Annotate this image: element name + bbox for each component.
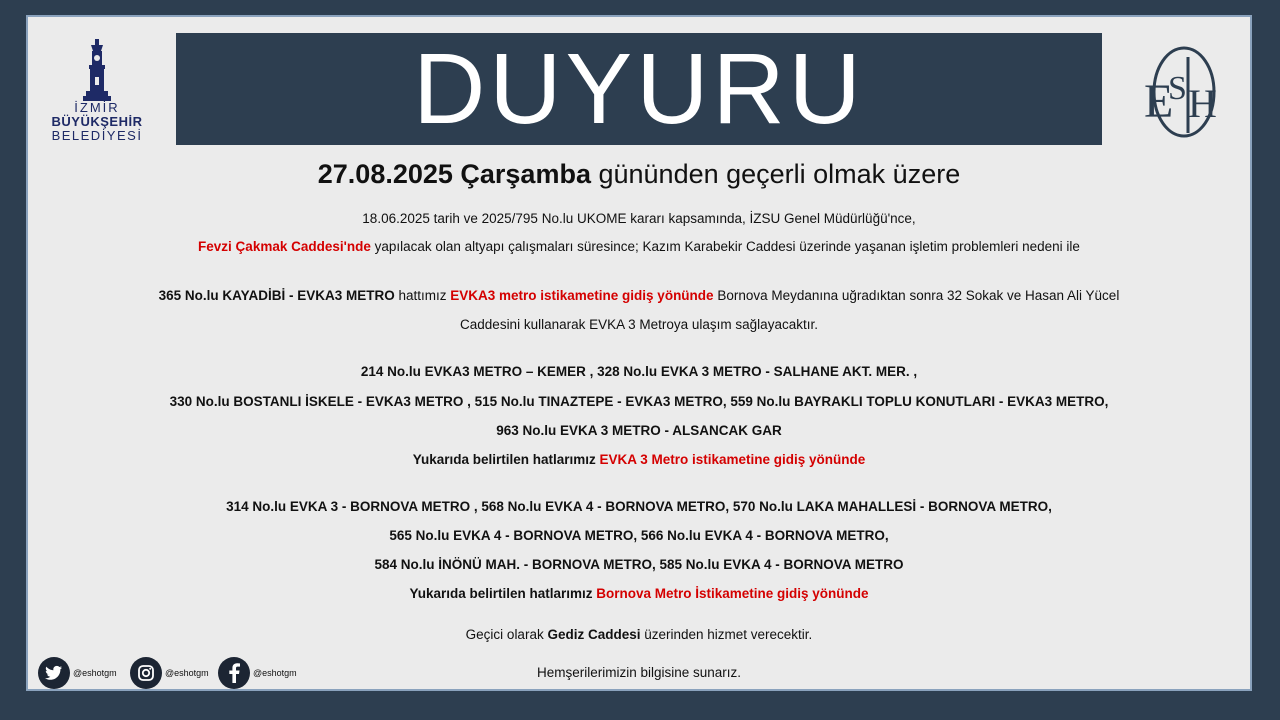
intro-line-2-rest: yapılacak olan altyapı çalışmaları süresince; Kazım Karabekir Caddesi üzerinde yaşanan işletim problemleri nedeni ile	[370, 239, 1080, 254]
closing-line: Hemşerilerimizin bilgisine sunarız.	[536, 665, 742, 680]
temporary-note-post: üzerinden hizmet verecektir.	[640, 627, 813, 642]
svg-text:H: H	[1188, 81, 1217, 126]
evka3-summary-prefix: Yukarıda belirtilen hatlarımız	[412, 452, 600, 467]
eshot-logo-icon	[1136, 37, 1226, 147]
bornova-summary-prefix: Yukarıda belirtilen hatlarımız	[409, 586, 597, 601]
twitter-icon[interactable]	[38, 657, 70, 689]
bornova-summary-direction: Bornova Metro İstikametine gidiş yönünde	[596, 586, 869, 601]
headline	[28, 159, 1250, 190]
bornova-routes-line-2: 565 No.lu EVKA 4 - BORNOVA METRO, 566 No.lu EVKA 4 - BORNOVA METRO,	[389, 528, 889, 543]
street-name-highlight: Fevzi Çakmak Caddesi'nde	[198, 239, 371, 254]
evka3-routes-summary	[28, 452, 1250, 467]
temporary-service-note	[28, 627, 1250, 642]
svg-text:E: E	[1144, 75, 1174, 128]
twitter-link[interactable]	[38, 657, 117, 689]
route-365-direction: EVKA3 metro istikametine gidiş yönünde	[450, 288, 714, 303]
logo-line-1: İZMİR	[74, 100, 120, 115]
bornova-routes-line-3: 584 No.lu İNÖNÜ MAH. - BORNOVA METRO, 585 No.lu EVKA 4 - BORNOVA METRO	[374, 557, 904, 572]
facebook-handle: @eshotgm	[253, 668, 297, 678]
facebook-link[interactable]	[218, 657, 297, 689]
announcement-card	[26, 15, 1252, 691]
logo-line-3: BELEDİYESİ	[51, 128, 143, 143]
temporary-note-pre: Geçici olarak	[465, 627, 548, 642]
instagram-link[interactable]	[130, 657, 209, 689]
evka3-routes-line-2: 330 No.lu BOSTANLI İSKELE - EVKA3 METRO , 515 No.lu TINAZTEPE - EVKA3 METRO, 559 No.lu BAYRAKLI TOPLU KONUTLARI - EVKA3 METRO,	[169, 394, 1109, 409]
logo-line-2: BÜYÜKŞEHİR	[51, 114, 143, 129]
izmir-municipality-logo	[42, 39, 152, 149]
bornova-routes-summary	[28, 586, 1250, 601]
twitter-handle: @eshotgm	[73, 668, 117, 678]
svg-text:S: S	[1168, 70, 1187, 107]
facebook-icon[interactable]	[218, 657, 250, 689]
route-365-line-1	[28, 288, 1250, 303]
route-365-line-2: Caddesini kullanarak EVKA 3 Metroya ulaşım sağlayacaktır.	[460, 317, 818, 332]
banner-title: DUYURU	[413, 33, 865, 145]
instagram-icon[interactable]	[130, 657, 162, 689]
bornova-routes-line-1: 314 No.lu EVKA 3 - BORNOVA METRO , 568 No.lu EVKA 4 - BORNOVA METRO, 570 No.lu LAKA MAHALLESİ - BORNOVA METRO,	[226, 499, 1052, 514]
clock-tower-icon	[77, 39, 117, 101]
evka3-routes-line-3: 963 No.lu EVKA 3 METRO - ALSANCAK GAR	[496, 423, 782, 438]
headline-date: 27.08.2025 Çarşamba	[317, 159, 591, 189]
evka3-summary-direction: EVKA 3 Metro istikametine gidiş yönünde	[599, 452, 866, 467]
headline-rest: gününden geçerli olmak üzere	[590, 159, 961, 189]
gediz-street: Gediz Caddesi	[547, 627, 641, 642]
evka3-routes-line-1: 214 No.lu EVKA3 METRO – KEMER , 328 No.lu EVKA 3 METRO - SALHANE AKT. MER. ,	[360, 364, 918, 379]
route-365-name: 365 No.lu KAYADİBİ - EVKA3 METRO	[158, 288, 395, 303]
announcement-banner	[176, 33, 1102, 145]
route-365-mid: hattımız	[394, 288, 451, 303]
intro-line-2	[28, 239, 1250, 254]
instagram-handle: @eshotgm	[165, 668, 209, 678]
route-365-rest: Bornova Meydanına uğradıktan sonra 32 Sokak ve Hasan Ali Yücel	[713, 288, 1120, 303]
intro-line-1: 18.06.2025 tarih ve 2025/795 No.lu UKOME kararı kapsamında, İZSU Genel Müdürlüğü'nce,	[362, 211, 916, 226]
